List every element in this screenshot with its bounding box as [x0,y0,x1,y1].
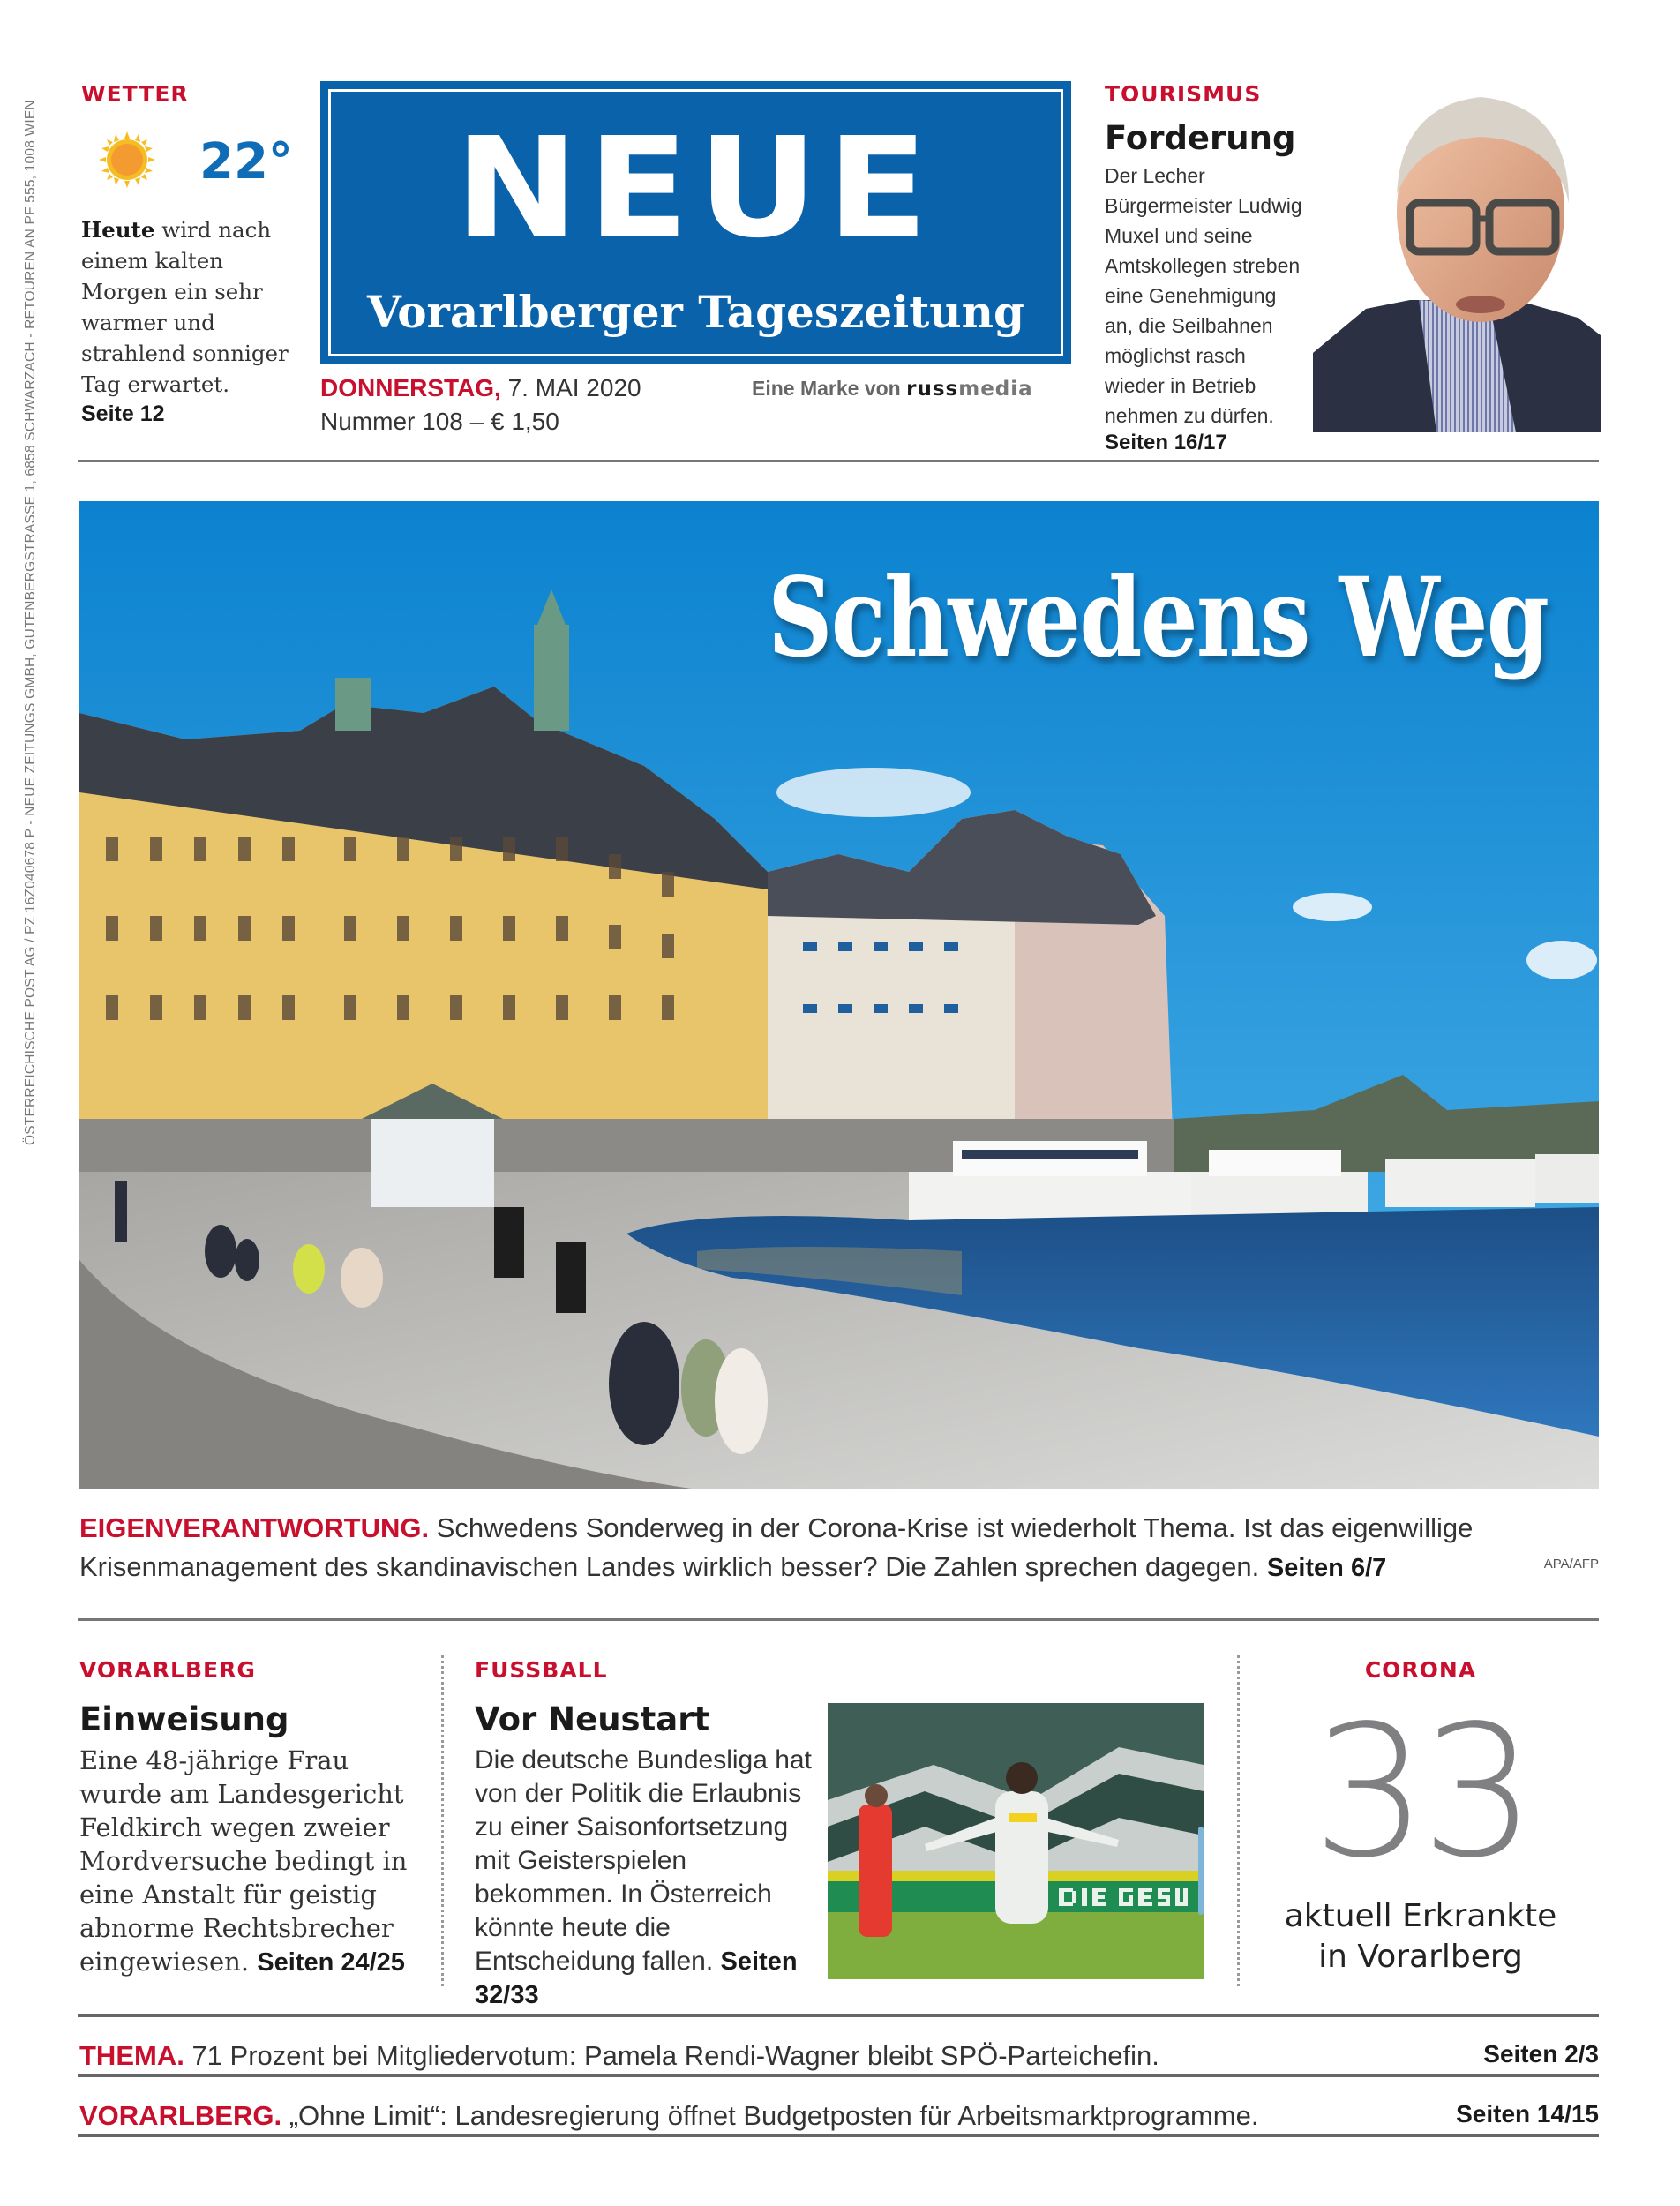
weekday: DONNERSTAG, [320,374,501,401]
briefs-divider-bottom [78,2134,1599,2137]
brief-page-link[interactable]: Seiten 2/3 [1483,2040,1599,2067]
publisher-brand: Eine Marke von russmedia [752,377,1033,401]
teaser-headline[interactable]: Einweisung [79,1700,289,1738]
tourism-page-link[interactable]: Seiten 16/17 [1105,431,1227,454]
date: 7. MAI 2020 [500,374,641,401]
logo-subtitle: Vorarlberger Tageszeitung [367,286,1024,338]
teaser-vorarlberg[interactable] [79,1657,432,1979]
postal-imprint: ÖSTERREICHISCHE POST AG / PZ 16Z040678 P - NEUE ZEITUNGS GMBH, GUTENBERGSTRASSE 1, 6858 SCHWARZACH - RETOUREN AN PF 555, 1008 WIEN [23,100,38,1145]
brief-lead: THEMA. [79,2040,184,2071]
hero-page-link[interactable]: Seiten 6/7 [1266,1554,1387,1582]
teaser-kicker: VORARLBERG [79,1657,256,1683]
briefs-divider-top [78,2014,1599,2017]
header-divider [78,460,1599,462]
corona-label: aktuell Erkrankte in Vorarlberg [1284,1898,1557,1975]
dateline [320,374,641,402]
brief-text: 71 Prozent bei Mitgliedervotum: Pamela Rendi-Wagner bleibt SPÖ-Parteichefin. [184,2040,1159,2071]
corona-kicker: CORONA [1364,1657,1477,1683]
weather-kicker: WETTER [81,81,189,107]
column-separator [1237,1655,1240,1986]
issue-number-price: Nummer 108 – € 1,50 [320,408,559,435]
teaser-headline[interactable]: Vor Neustart [475,1700,710,1738]
teaser-text: Eine 48-jährige Frau wurde am Landesgericht Feldkirch wegen zweier Mordversuche bedingt in eine Anstalt für geistig abnorme Rechtsbrecher eingewiesen. Seiten 24/25 [79,1745,408,1977]
weather-page-link[interactable]: Seite 12 [81,401,165,426]
hero-headline[interactable]: Schwedens Weg [767,554,1548,682]
russmedia-logo: russ [906,378,959,401]
tourism-kicker: TOURISMUS [1105,81,1262,107]
logo-title: NEUE [454,107,937,269]
teaser-text: Die deutsche Bundesliga hat von der Politik die Erlaubnis zu einer Saisonfortsetzung mit Geisterspielen bekommen. In Österreich könnte heute die Entscheidung fallen. Seiten 32/33 [475,1745,812,2009]
tourism-text: Der Lecher Bürgermeister Ludwig Muxel und seine Amtskollegen streben eine Genehmigung an, die Seilbahnen möglichst rasch wieder in Betrieb nehmen zu dürfen. [1105,164,1302,427]
teaser-fussball[interactable] [475,1657,819,2012]
briefs-divider-middle [78,2074,1599,2077]
temperature: 22° [199,133,293,191]
hero-divider [78,1618,1599,1621]
brief-item[interactable] [79,2100,1599,2132]
football-photo [828,1703,1204,1979]
hero-caption: EIGENVERANTWORTUNG. Schwedens Sonderweg in der Corona-Krise ist wiederholt Thema. Ist das eigenwillige Krisenmanagement des skandinavischen Landes wirklich besser? Die Zahlen sprechen dagegen. Seiten 6/7 [79,1512,1474,1582]
logo-frame [328,89,1063,356]
sun-icon [99,131,155,188]
hero-photo[interactable] [79,501,1599,1489]
corona-stat [1253,1657,1588,1977]
teaser-kicker: FUSSBALL [475,1657,608,1683]
brief-page-link[interactable]: Seiten 14/15 [1456,2100,1599,2127]
corona-case-count: 33 [1311,1686,1530,1898]
masthead-logo[interactable] [320,81,1071,364]
brief-text: „Ohne Limit“: Landesregierung öffnet Budgetposten für Arbeitsmarktprogramme. [281,2100,1259,2131]
tourism-teaser[interactable] [1105,81,1309,455]
column-separator [441,1655,444,1986]
portrait-photo [1313,88,1601,432]
brief-item[interactable] [79,2040,1599,2072]
hero-caption-lead: EIGENVERANTWORTUNG. [79,1512,430,1543]
weather-text: Heute wird nach einem kalten Morgen ein sehr warmer und strahlend sonniger Tag erwartet. [81,217,289,397]
weather-box [81,81,311,427]
tourism-headline[interactable]: Forderung [1105,119,1296,157]
photo-credit: APA/AFP [1543,1557,1599,1572]
weather-lead: Heute [81,217,155,243]
teaser-page-link[interactable]: Seiten 32/33 [475,1947,798,2009]
teaser-page-link[interactable]: Seiten 24/25 [257,1948,405,1977]
brief-lead: VORARLBERG. [79,2100,282,2131]
weather-summary [81,123,311,211]
